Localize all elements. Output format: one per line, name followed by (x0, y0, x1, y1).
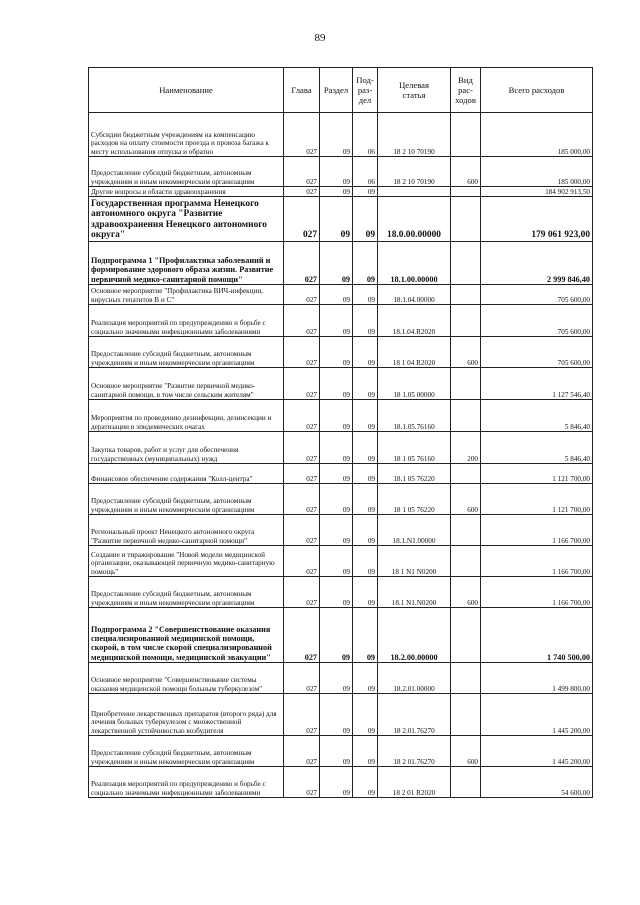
row-total: 54 600,00 (481, 767, 593, 798)
row-total: 1 166 700,00 (481, 577, 593, 608)
row-glava: 027 (284, 546, 320, 577)
row-name: Приобретение лекарственных препаратов (второго ряда) для лечения больных туберкулезом с множественной лекарственной устойчивостью возбудителя (89, 694, 284, 736)
row-vid (451, 305, 481, 337)
row-razdel: 09 (320, 663, 353, 694)
row-name: Предоставление субсидий бюджетным, автономным учреждениям и иным некоммерческим организациям (89, 484, 284, 515)
row-podrazdel: 09 (353, 577, 378, 608)
row-total: 1 127 546,40 (481, 368, 593, 400)
table-row (89, 337, 593, 368)
table-row (89, 767, 593, 798)
header-glava: Глава (284, 68, 320, 113)
row-razdel: 09 (320, 608, 353, 663)
row-glava: 027 (284, 305, 320, 337)
row-statya: 18.1.N1.00000 (378, 515, 451, 546)
header-podrazdel: Под- раз- дел (353, 68, 378, 113)
row-name: Предоставление субсидий бюджетным, автономным учреждениям и иным некоммерческим организациям (89, 577, 284, 608)
row-statya: 18 2 01 R2020 (378, 767, 451, 798)
row-vid (451, 663, 481, 694)
row-vid (451, 285, 481, 305)
row-podrazdel: 09 (353, 694, 378, 736)
row-vid (451, 113, 481, 157)
row-podrazdel: 09 (353, 197, 378, 242)
table-row (89, 285, 593, 305)
header-name: Наименование (89, 68, 284, 113)
row-glava: 027 (284, 197, 320, 242)
table-row (89, 694, 593, 736)
row-podrazdel: 09 (353, 608, 378, 663)
row-total: 1 740 500,00 (481, 608, 593, 663)
row-glava: 027 (284, 400, 320, 432)
row-razdel: 09 (320, 285, 353, 305)
table-row (89, 432, 593, 464)
row-statya: 18.1.04.R2020 (378, 305, 451, 337)
row-statya: 18 1 N1 N0200 (378, 546, 451, 577)
row-razdel: 09 (320, 464, 353, 484)
row-podrazdel: 09 (353, 187, 378, 197)
row-total: 1 121 700,00 (481, 464, 593, 484)
row-glava: 027 (284, 484, 320, 515)
row-vid (451, 368, 481, 400)
table-header-row (89, 68, 593, 113)
row-podrazdel: 09 (353, 767, 378, 798)
table-row (89, 663, 593, 694)
row-vid (451, 187, 481, 197)
row-podrazdel: 09 (353, 400, 378, 432)
row-name: Создание и тиражирование "Новой модели медицинской организации, оказывающей первичную медико-санитарную помощь" (89, 546, 284, 577)
row-podrazdel: 09 (353, 515, 378, 546)
row-glava: 027 (284, 285, 320, 305)
row-vid: 600 (451, 157, 481, 187)
row-statya: 18.1 05 76220 (378, 464, 451, 484)
row-vid (451, 694, 481, 736)
row-name: Основное мероприятие "Профилактика ВИЧ-инфекции, вирусных гепатитов В и С" (89, 285, 284, 305)
row-total: 185 000,00 (481, 157, 593, 187)
header-vid: Вид рас- ходов (451, 68, 481, 113)
row-podrazdel: 09 (353, 464, 378, 484)
row-razdel: 09 (320, 515, 353, 546)
row-total: 705 600,00 (481, 337, 593, 368)
row-vid: 600 (451, 337, 481, 368)
row-glava: 027 (284, 663, 320, 694)
row-total: 1 166 700,00 (481, 546, 593, 577)
row-name: Другие вопросы в области здравоохранения (89, 187, 284, 197)
row-vid: 200 (451, 432, 481, 464)
row-name: Финансовое обеспечение содержания "Колл-центра" (89, 464, 284, 484)
row-glava: 027 (284, 242, 320, 285)
row-razdel: 09 (320, 368, 353, 400)
row-statya (378, 187, 451, 197)
table-row (89, 608, 593, 663)
row-total: 1 445 200,00 (481, 694, 593, 736)
row-name: Предоставление субсидий бюджетным, автономным учреждениям и иным некоммерческим организациям (89, 157, 284, 187)
row-razdel: 09 (320, 197, 353, 242)
row-razdel: 09 (320, 242, 353, 285)
row-razdel: 09 (320, 337, 353, 368)
row-podrazdel: 09 (353, 285, 378, 305)
table-row (89, 197, 593, 242)
header-razdel: Раздел (320, 68, 353, 113)
row-razdel: 09 (320, 187, 353, 197)
row-statya: 18 1 05 76220 (378, 484, 451, 515)
row-name: Субсидии бюджетным учреждениям на компенсацию расходов на оплату стоимости проезда и провоза багажа к месту использования отпуска и обратно (89, 113, 284, 157)
table-row (89, 515, 593, 546)
row-name: Подпрограмма 2 "Совершенствование оказания специализированной медицинской помощи, скорой, в том числе скорой специализированной медицинской помощи, медицинской эвакуации" (89, 608, 284, 663)
row-total: 5 846,40 (481, 400, 593, 432)
row-statya: 18.2.01.00000 (378, 663, 451, 694)
row-vid: 600 (451, 736, 481, 767)
row-podrazdel: 06 (353, 157, 378, 187)
row-razdel: 09 (320, 577, 353, 608)
row-name: Реализация мероприятий по предупреждению и борьбе с социально значимыми инфекционными заболеваниями (89, 767, 284, 798)
row-total: 1 445 200,00 (481, 736, 593, 767)
page-number: 89 (314, 32, 326, 44)
table-row (89, 368, 593, 400)
row-total: 184 902 913,50 (481, 187, 593, 197)
row-total: 185 000,00 (481, 113, 593, 157)
row-razdel: 09 (320, 484, 353, 515)
row-podrazdel: 09 (353, 546, 378, 577)
table-row (89, 305, 593, 337)
row-glava: 027 (284, 515, 320, 546)
row-total: 179 061 923,00 (481, 197, 593, 242)
row-name: Подпрограмма 1 "Профилактика заболеваний и формирование здорового образа жизни. Развитие первичной медико-санитарной помощи" (89, 242, 284, 285)
row-total: 1 499 800,00 (481, 663, 593, 694)
row-statya: 18 2 10 70190 (378, 113, 451, 157)
row-total: 705 600,00 (481, 285, 593, 305)
header-total: Всего расходов (481, 68, 593, 113)
row-glava: 027 (284, 736, 320, 767)
row-name: Основное мероприятие "Развитие первичной медико-санитарной помощи, в том числе сельским жителям" (89, 368, 284, 400)
row-glava: 027 (284, 694, 320, 736)
row-razdel: 09 (320, 767, 353, 798)
row-statya: 18.0.00.00000 (378, 197, 451, 242)
table-row (89, 187, 593, 197)
row-name: Мероприятия по проведению дезинфекции, дезинсекции и дератизации в эпидемических очагах (89, 400, 284, 432)
row-total: 1 166 700,00 (481, 515, 593, 546)
row-vid: 600 (451, 484, 481, 515)
row-name: Основное мероприятие "Совершенствование системы оказания медицинской помощи больным туберкулезом" (89, 663, 284, 694)
row-razdel: 09 (320, 432, 353, 464)
row-vid (451, 546, 481, 577)
row-statya: 18.1.00.00000 (378, 242, 451, 285)
table-row (89, 546, 593, 577)
table-row (89, 157, 593, 187)
row-name: Предоставление субсидий бюджетным, автономным учреждениям и иным некоммерческим организациям (89, 736, 284, 767)
row-statya: 18.1 N1.N0200 (378, 577, 451, 608)
row-podrazdel: 09 (353, 484, 378, 515)
row-glava: 027 (284, 767, 320, 798)
row-glava: 027 (284, 337, 320, 368)
row-statya: 18 1 05 76160 (378, 432, 451, 464)
row-razdel: 09 (320, 305, 353, 337)
row-name: Государственная программа Ненецкого автономного округа "Развитие здравоохранения Ненецкого автономного округа" (89, 197, 284, 242)
row-statya: 18.1.04.00000 (378, 285, 451, 305)
row-total: 705 600,00 (481, 305, 593, 337)
row-statya: 18.1.05.76160 (378, 400, 451, 432)
row-podrazdel: 09 (353, 368, 378, 400)
row-glava: 027 (284, 157, 320, 187)
table-row (89, 113, 593, 157)
row-glava: 027 (284, 577, 320, 608)
row-total: 1 121 700,00 (481, 484, 593, 515)
row-glava: 027 (284, 608, 320, 663)
row-name: Предоставление субсидий бюджетным, автономным учреждениям и иным некоммерческим организациям (89, 337, 284, 368)
table-body (89, 113, 593, 798)
row-glava: 027 (284, 432, 320, 464)
row-vid (451, 608, 481, 663)
row-glava: 027 (284, 368, 320, 400)
row-podrazdel: 09 (353, 736, 378, 767)
row-statya: 18.2.00.00000 (378, 608, 451, 663)
row-vid (451, 464, 481, 484)
row-total: 2 999 846,40 (481, 242, 593, 285)
row-vid: 600 (451, 577, 481, 608)
row-name: Региональный проект Ненецкого автономного округа "Развитие первичной медико-санитарной помощи" (89, 515, 284, 546)
row-statya: 18 2.01.76270 (378, 694, 451, 736)
row-glava: 027 (284, 113, 320, 157)
row-podrazdel: 09 (353, 663, 378, 694)
row-razdel: 09 (320, 157, 353, 187)
row-glava: 027 (284, 187, 320, 197)
row-vid (451, 767, 481, 798)
row-vid (451, 400, 481, 432)
row-statya: 18 1 04 R2020 (378, 337, 451, 368)
row-podrazdel: 09 (353, 337, 378, 368)
row-razdel: 09 (320, 736, 353, 767)
budget-table (88, 67, 593, 798)
row-razdel: 09 (320, 546, 353, 577)
row-vid (451, 242, 481, 285)
row-podrazdel: 09 (353, 305, 378, 337)
table-row (89, 577, 593, 608)
row-razdel: 09 (320, 694, 353, 736)
row-total: 5 846,40 (481, 432, 593, 464)
row-vid (451, 197, 481, 242)
row-podrazdel: 09 (353, 432, 378, 464)
table-row (89, 736, 593, 767)
row-podrazdel: 06 (353, 113, 378, 157)
row-glava: 027 (284, 464, 320, 484)
row-vid (451, 515, 481, 546)
row-name: Закупка товаров, работ и услуг для обеспечения государственных (муниципальных) нужд (89, 432, 284, 464)
row-podrazdel: 09 (353, 242, 378, 285)
table-row (89, 400, 593, 432)
table-row (89, 242, 593, 285)
row-statya: 18 1.05 00000 (378, 368, 451, 400)
row-razdel: 09 (320, 400, 353, 432)
table-row (89, 484, 593, 515)
row-statya: 18 2 10 70190 (378, 157, 451, 187)
table-row (89, 464, 593, 484)
row-statya: 18 2 01.76270 (378, 736, 451, 767)
header-statya: Целевая статья (378, 68, 451, 113)
row-name: Реализация мероприятий по предупреждению и борьбе с социально значимыми инфекционными заболеваниями (89, 305, 284, 337)
row-razdel: 09 (320, 113, 353, 157)
